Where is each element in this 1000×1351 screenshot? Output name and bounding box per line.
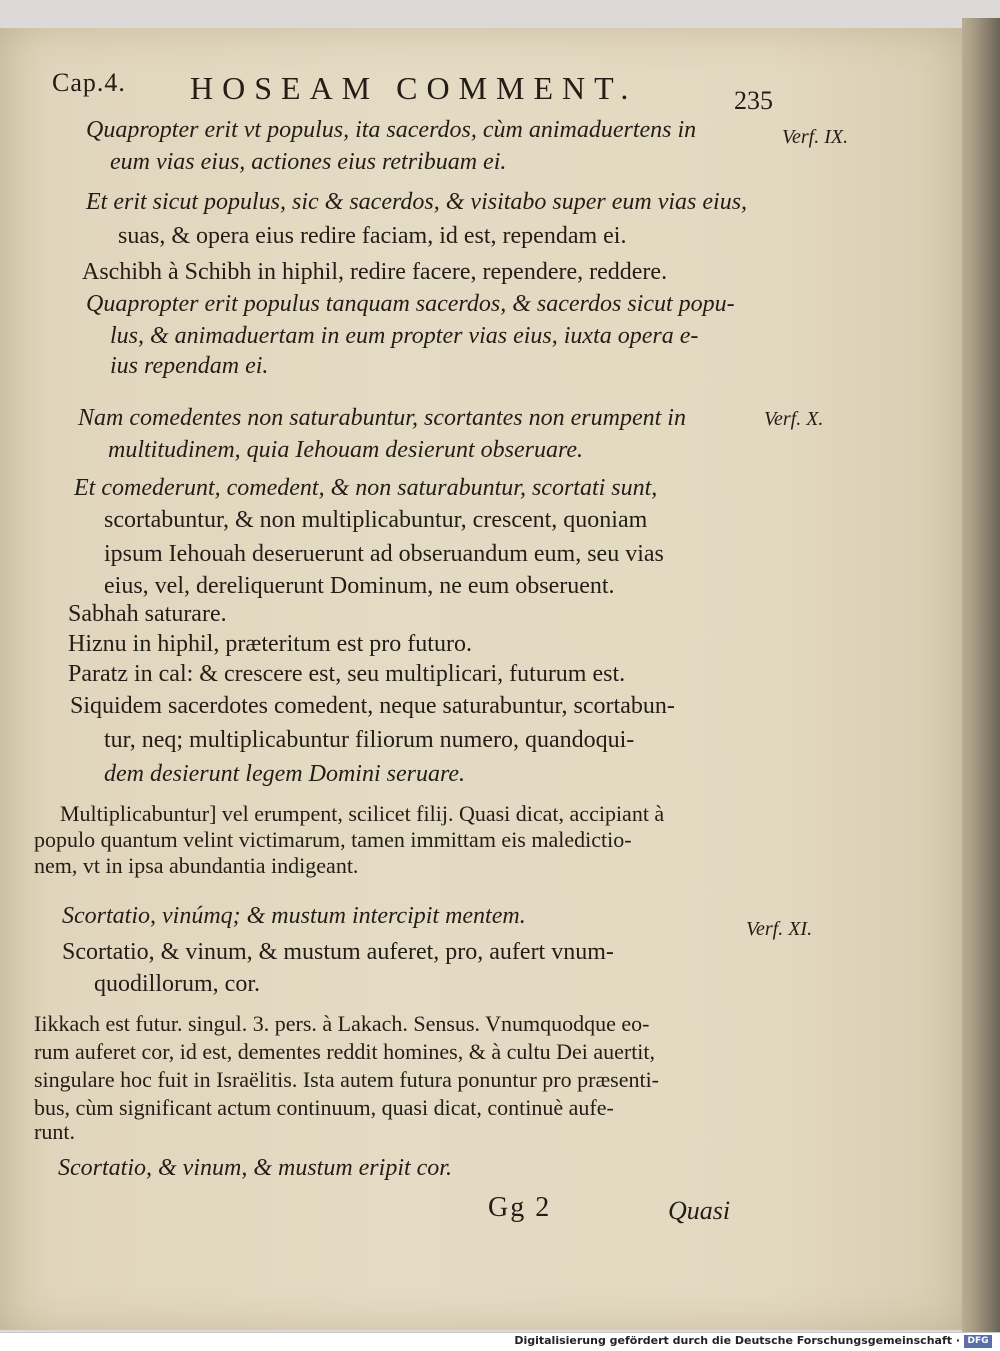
footer-bar	[0, 1332, 1000, 1351]
text-line: Quapropter erit vt populus, ita sacerdos, cùm animaduertens in	[86, 117, 697, 143]
text-line: dem desierunt legem Domini seruare.	[104, 761, 466, 787]
footer-credit: Digitalisierung gefördert durch die Deutsche Forschungsgemeinschaft ·	[514, 1334, 960, 1347]
margin-note: Verf. X.	[764, 408, 824, 430]
text-line: bus, cùm significant actum continuum, quasi dicat, continuè aufe-	[34, 1095, 614, 1120]
text-line: Aschibh à Schibh in hiphil, redire facere, rependere, reddere.	[82, 259, 668, 285]
text-line: Paratz in cal: & crescere est, seu multiplicari, futurum est.	[68, 661, 626, 687]
text-line: Scortatio, & vinum, & mustum eripit cor.	[58, 1155, 452, 1181]
page-edge	[962, 18, 1000, 1334]
text-line: Iikkach est futur. singul. 3. pers. à Lakach. Sensus. Vnumquodque eo-	[34, 1011, 650, 1036]
running-title: HOSEAM COMMENT.	[190, 70, 638, 106]
text-line: tur, neq; multiplicabuntur filiorum numero, quandoqui-	[104, 727, 635, 753]
text-line: nem, vt in ipsa abundantia indigeant.	[34, 853, 359, 878]
margin-note: Verf. XI.	[746, 918, 813, 940]
text-line: multitudinem, quia Iehouam desierunt obseruare.	[108, 437, 584, 463]
text-line: lus, & animaduertam in eum propter vias eius, iuxta opera e-	[110, 323, 699, 349]
text-line: Et erit sicut populus, sic & sacerdos, & visitabo super eum vias eius,	[86, 189, 748, 215]
dfg-logo: DFG	[964, 1335, 992, 1348]
page-number: 235	[734, 86, 773, 115]
text-line: Hiznu in hiphil, præteritum est pro futuro.	[68, 631, 472, 657]
text-line: Quapropter erit populus tanquam sacerdos, & sacerdos sicut popu-	[86, 291, 735, 317]
text-line: singulare hoc fuit in Israëlitis. Ista autem futura ponuntur pro præsenti-	[34, 1067, 660, 1092]
text-line: Multiplicabuntur] vel erumpent, scilicet filij. Quasi dicat, accipiant à	[60, 801, 665, 826]
catchword: Quasi	[668, 1196, 731, 1225]
text-line: eum vias eius, actiones eius retribuam ei.	[110, 149, 507, 175]
text-line: quodillorum, cor.	[94, 971, 260, 997]
signature-mark: Gg 2	[488, 1192, 552, 1223]
chapter-label: Cap.4.	[52, 68, 126, 97]
text-line: Sabhah saturare.	[68, 601, 227, 627]
text-line: suas, & opera eius redire faciam, id est, rependam ei.	[118, 223, 627, 249]
text-line: rum auferet cor, id est, dementes reddit homines, & à cultu Dei auertit,	[34, 1039, 656, 1064]
text-line: runt.	[34, 1119, 75, 1144]
text-line: scortabuntur, & non multiplicabuntur, crescent, quoniam	[104, 507, 648, 533]
text-line: Scortatio, & vinum, & mustum auferet, pro, aufert vnum-	[62, 939, 614, 965]
text-line: Siquidem sacerdotes comedent, neque saturabuntur, scortabun-	[70, 693, 675, 719]
text-line: ius rependam ei.	[110, 353, 269, 379]
text-line: Et comederunt, comedent, & non saturabuntur, scortati sunt,	[74, 475, 658, 501]
text-line: ipsum Iehouah deseruerunt ad obseruandum eum, seu vias	[104, 541, 664, 567]
text-line: Scortatio, vinúmq; & mustum intercipit mentem.	[62, 903, 526, 929]
text-line: populo quantum velint victimarum, tamen immittam eis maledictio-	[34, 827, 632, 852]
text-line: Nam comedentes non saturabuntur, scortantes non erumpent in	[78, 405, 686, 431]
margin-note: Verf. IX.	[782, 126, 849, 148]
text-line: eius, vel, dereliquerunt Dominum, ne eum obseruent.	[104, 573, 615, 599]
